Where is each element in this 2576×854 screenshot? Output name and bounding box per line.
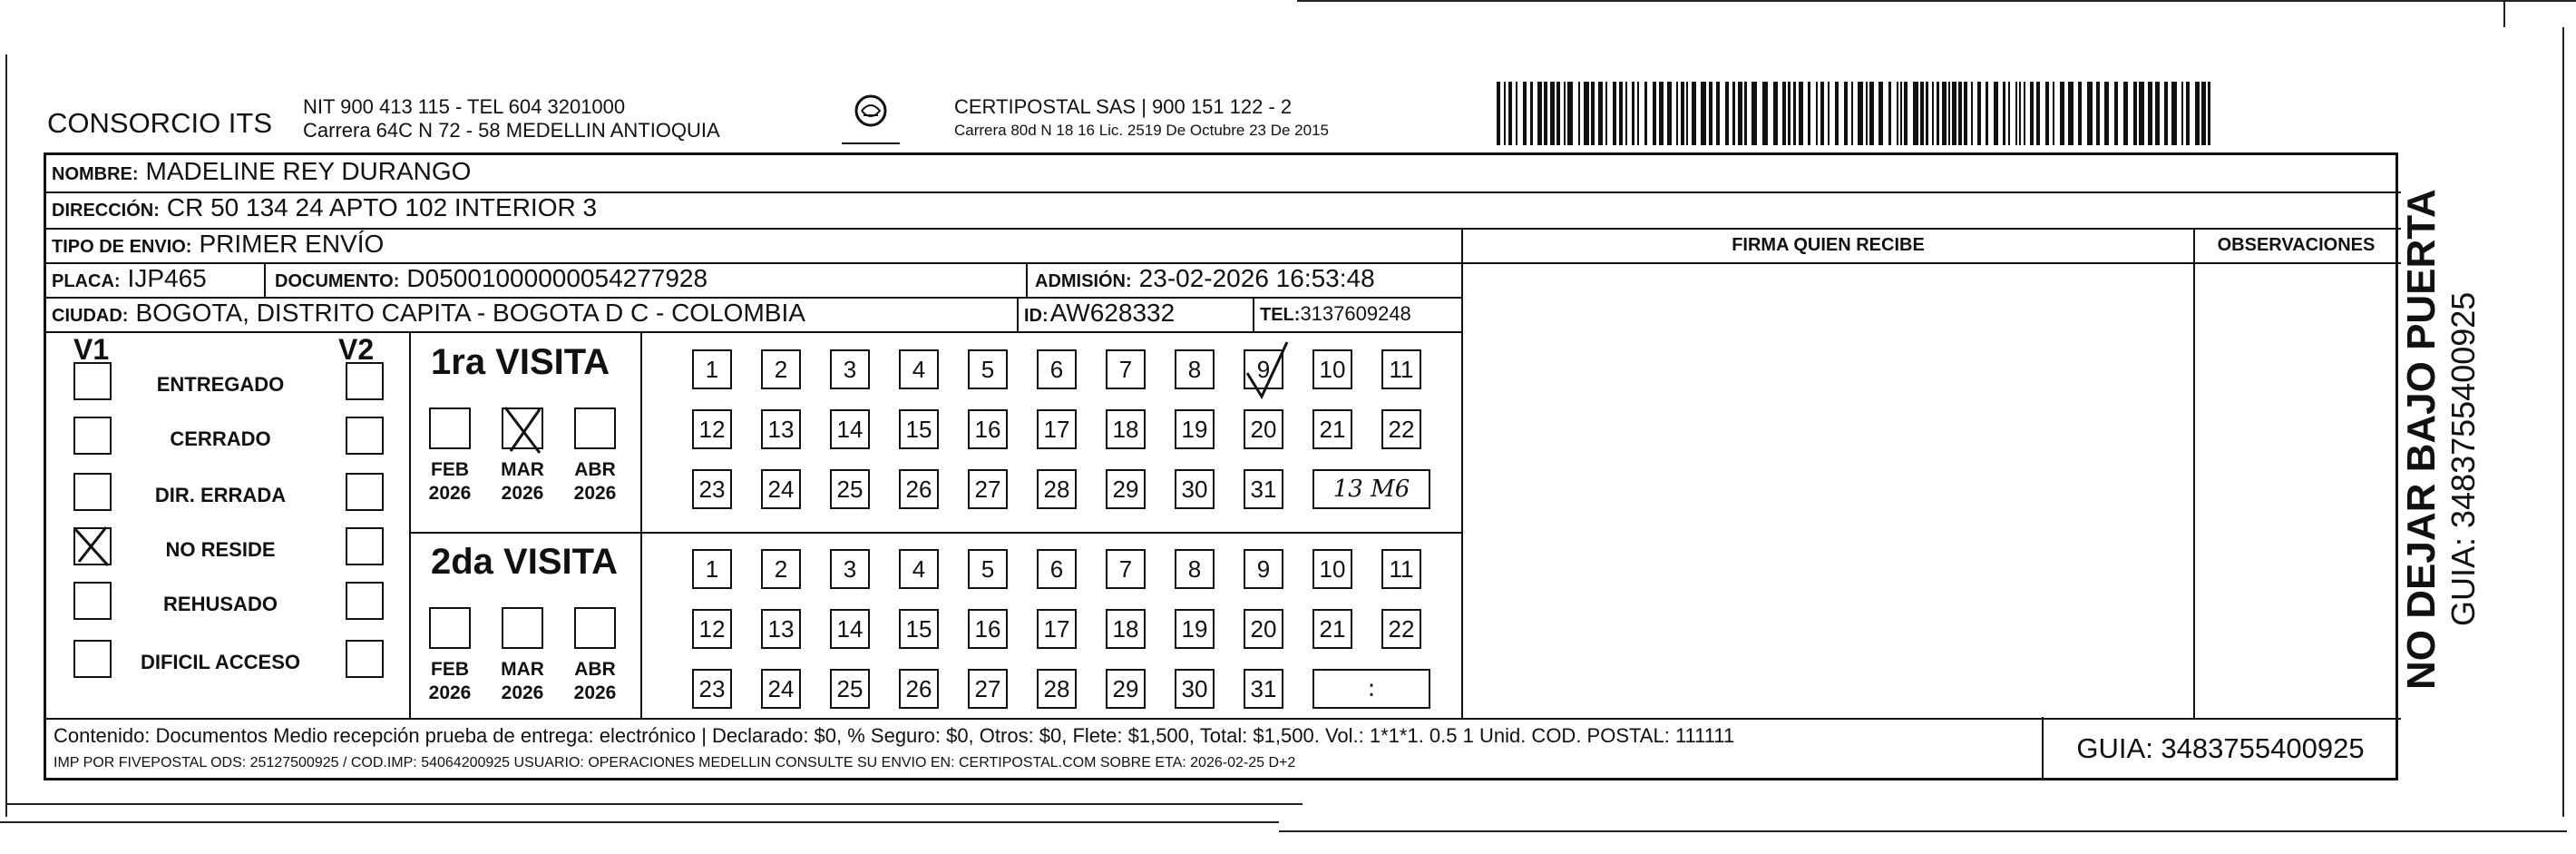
- v1-header: V1: [73, 333, 110, 366]
- v2-checkbox-no-reside[interactable]: [346, 527, 384, 565]
- day-box-15-visit-2[interactable]: 15: [899, 609, 939, 649]
- guia-number: GUIA: 3483755400925: [2042, 717, 2397, 780]
- rule-id-left: [1017, 297, 1019, 331]
- day-box-16-visit-1[interactable]: 16: [968, 409, 1008, 449]
- day-box-3-visit-2[interactable]: 3: [830, 549, 870, 589]
- day-box-28-visit-2[interactable]: 28: [1037, 669, 1077, 709]
- day-box-23-visit-1[interactable]: 23: [692, 469, 732, 509]
- documento-field: [275, 264, 707, 293]
- rule-months-right: [640, 331, 642, 718]
- day-box-8-visit-2[interactable]: 8: [1175, 549, 1215, 589]
- v1-checkbox-no-reside[interactable]: [73, 527, 112, 565]
- month-year: 2026: [428, 483, 472, 504]
- visit-time-box-1[interactable]: 13 M6: [1312, 469, 1430, 509]
- day-box-11-visit-1[interactable]: 11: [1381, 349, 1421, 389]
- v1-checkbox-cerrado[interactable]: [73, 417, 112, 455]
- day-box-1-visit-2[interactable]: 1: [692, 549, 732, 589]
- day-box-14-visit-2[interactable]: 14: [830, 609, 870, 649]
- day-box-1-visit-1[interactable]: 1: [692, 349, 732, 389]
- rule-placa-right: [264, 262, 266, 297]
- nombre-value: MADELINE REY DURANGO: [145, 157, 472, 185]
- admision-value: 23-02-2026 16:53:48: [1138, 264, 1375, 292]
- day-box-26-visit-1[interactable]: 26: [899, 469, 939, 509]
- tipo-envio-field: [52, 230, 384, 259]
- day-box-4-visit-1[interactable]: 4: [899, 349, 939, 389]
- v2-checkbox-dir-errada[interactable]: [346, 473, 384, 511]
- delivery-form: [44, 152, 2398, 780]
- day-box-8-visit-1[interactable]: 8: [1175, 349, 1215, 389]
- month-checkbox-abr-visit-2[interactable]: [574, 607, 616, 649]
- footer-details: [54, 722, 1734, 777]
- company-address-line: Carrera 64C N 72 - 58 MEDELLIN ANTIOQUIA: [303, 119, 720, 142]
- direccion-value: CR 50 134 24 APTO 102 INTERIOR 3: [166, 193, 598, 221]
- rule-firma-left: [1461, 228, 1463, 718]
- certipostal-logo: [834, 87, 907, 151]
- documento-value: D05001000000054277928: [406, 264, 708, 292]
- day-box-30-visit-2[interactable]: 30: [1175, 669, 1215, 709]
- scan-edge-left: [5, 54, 7, 817]
- day-box-29-visit-1[interactable]: 29: [1106, 469, 1146, 509]
- no-dejar-bajo-puerta-text: NO DEJAR BAJO PUERTA: [2399, 189, 2444, 690]
- admision-label: ADMISIÓN:: [1035, 271, 1132, 291]
- nombre-field: [52, 157, 471, 186]
- month-checkbox-mar-visit-1[interactable]: [502, 407, 543, 449]
- day-box-31-visit-1[interactable]: 31: [1244, 469, 1283, 509]
- rule-visit-divider: [409, 532, 1463, 534]
- day-box-10-visit-2[interactable]: 10: [1312, 549, 1352, 589]
- tipo-envio-label: TIPO DE ENVIO:: [52, 237, 192, 257]
- checkmark-icon: [72, 522, 110, 569]
- visit-title-2: 2da VISITA: [431, 542, 618, 582]
- status-option-dir-errada: DIR. ERRADA: [154, 484, 287, 506]
- id-field: [1024, 299, 1175, 328]
- v1-checkbox-rehusado[interactable]: [73, 582, 112, 620]
- v2-checkbox-rehusado[interactable]: [346, 582, 384, 620]
- nombre-label: NOMBRE:: [52, 164, 139, 184]
- documento-label: DOCUMENTO:: [275, 271, 400, 291]
- day-box-25-visit-1[interactable]: 25: [830, 469, 870, 509]
- month-name: MAR: [501, 459, 544, 480]
- ciudad-value: BOGOTA, DISTRITO CAPITA - BOGOTA D C - COLOMBIA: [135, 299, 805, 327]
- day-box-20-visit-2[interactable]: 20: [1244, 609, 1283, 649]
- month-checkbox-feb-visit-2[interactable]: [429, 607, 471, 649]
- day-box-26-visit-2[interactable]: 26: [899, 669, 939, 709]
- day-box-28-visit-1[interactable]: 28: [1037, 469, 1077, 509]
- day-box-31-visit-2[interactable]: 31: [1244, 669, 1283, 709]
- v2-header: V2: [338, 333, 375, 366]
- checkmark-icon: [500, 404, 545, 458]
- day-box-12-visit-2[interactable]: 12: [692, 609, 732, 649]
- day-box-12-visit-1[interactable]: 12: [692, 409, 732, 449]
- company-nit-line: NIT 900 413 115 - TEL 604 3201000: [303, 95, 626, 118]
- month-year: 2026: [428, 682, 472, 703]
- v2-checkbox-entregado[interactable]: [346, 362, 384, 400]
- month-name: MAR: [501, 659, 544, 680]
- scan-edge-bottom-left: [5, 803, 1303, 805]
- scan-edge-top-right: [2503, 0, 2505, 27]
- id-value: AW628332: [1049, 299, 1176, 327]
- month-checkbox-feb-visit-1[interactable]: [429, 407, 471, 449]
- day-box-9-visit-1[interactable]: 9: [1244, 349, 1283, 389]
- carrier-info: [954, 95, 1329, 142]
- placa-label: PLACA:: [52, 271, 121, 291]
- day-box-13-visit-1[interactable]: 13: [761, 409, 801, 449]
- month-label-feb-visit-2: [422, 658, 478, 705]
- day-box-30-visit-1[interactable]: 30: [1175, 469, 1215, 509]
- day-box-21-visit-2[interactable]: 21: [1312, 609, 1352, 649]
- barcode: [1497, 82, 2218, 145]
- day-box-6-visit-2[interactable]: 6: [1037, 549, 1077, 589]
- month-label-abr-visit-2: [567, 658, 623, 705]
- month-checkbox-mar-visit-2[interactable]: [502, 607, 543, 649]
- day-box-22-visit-1[interactable]: 22: [1381, 409, 1421, 449]
- day-box-19-visit-1[interactable]: 19: [1175, 409, 1215, 449]
- company-info: [303, 95, 720, 142]
- month-checkbox-abr-visit-1[interactable]: [574, 407, 616, 449]
- admision-field: [1035, 264, 1375, 293]
- month-year: 2026: [501, 483, 544, 504]
- month-year: 2026: [573, 483, 617, 504]
- day-box-3-visit-1[interactable]: 3: [830, 349, 870, 389]
- scan-edge-top: [1297, 0, 2576, 2]
- month-label-mar-visit-1: [494, 458, 551, 506]
- month-name: ABR: [574, 659, 616, 680]
- direccion-field: [52, 193, 597, 222]
- direccion-label: DIRECCIÓN:: [52, 201, 160, 221]
- day-box-24-visit-1[interactable]: 24: [761, 469, 801, 509]
- footer-print-line: IMP POR FIVEPOSTAL ODS: 25127500925 / COD.IMP: 54064200925 USUARIO: OPERACIONES MEDELLIN CONSULTE SU ENVIO EN: CERTIPOSTAL.COM SOBRE ETA: 2026-02-25 D+2: [54, 755, 1296, 771]
- placa-value: IJP465: [127, 264, 207, 292]
- day-box-16-visit-2[interactable]: 16: [968, 609, 1008, 649]
- day-box-4-visit-2[interactable]: 4: [899, 549, 939, 589]
- visit-title-1: 1ra VISITA: [431, 342, 610, 382]
- rule-status-right: [409, 331, 411, 718]
- ciudad-field: [52, 299, 805, 328]
- day-box-15-visit-1[interactable]: 15: [899, 409, 939, 449]
- v1-checkbox-dir-errada[interactable]: [73, 473, 112, 511]
- status-option-no-reside: NO RESIDE: [165, 538, 276, 561]
- visit-time-box-2[interactable]: :: [1312, 669, 1430, 709]
- day-box-17-visit-2[interactable]: 17: [1037, 609, 1077, 649]
- v2-checkbox-dificil-acceso[interactable]: [346, 640, 384, 678]
- observaciones-header: OBSERVACIONES: [2217, 235, 2376, 255]
- day-box-27-visit-2[interactable]: 27: [968, 669, 1008, 709]
- tel-field: [1260, 302, 1411, 326]
- id-label: ID:: [1024, 306, 1049, 326]
- rule-obs-left: [2193, 228, 2195, 718]
- tel-label: TEL:: [1260, 305, 1301, 325]
- rule-2: [46, 228, 2401, 230]
- day-box-23-visit-2[interactable]: 23: [692, 669, 732, 709]
- carrier-address-line: Carrera 80d N 18 16 Lic. 2519 De Octubre 23 De 2015: [954, 122, 1329, 139]
- day-box-9-visit-2[interactable]: 9: [1244, 549, 1283, 589]
- status-option-dificil-acceso: DIFICIL ACCESO: [140, 651, 300, 673]
- day-box-11-visit-2[interactable]: 11: [1381, 549, 1421, 589]
- tipo-envio-value: PRIMER ENVÍO: [199, 230, 385, 258]
- v1-checkbox-entregado[interactable]: [73, 362, 112, 400]
- rule-5: [46, 331, 1463, 333]
- day-box-17-visit-1[interactable]: 17: [1037, 409, 1077, 449]
- month-year: 2026: [501, 682, 544, 703]
- scan-edge-bottom-right: [1279, 830, 2567, 832]
- month-year: 2026: [573, 682, 617, 703]
- rule-doc-right: [1026, 262, 1028, 297]
- ciudad-label: CIUDAD:: [52, 306, 129, 326]
- month-name: FEB: [431, 659, 469, 680]
- day-box-25-visit-2[interactable]: 25: [830, 669, 870, 709]
- month-label-mar-visit-2: [494, 658, 551, 705]
- day-box-7-visit-2[interactable]: 7: [1106, 549, 1146, 589]
- firma-header: FIRMA QUIEN RECIBE: [1732, 235, 1925, 255]
- scan-edge-bottom: [0, 821, 1279, 823]
- status-option-entregado: ENTREGADO: [156, 373, 285, 396]
- day-box-2-visit-2[interactable]: 2: [761, 549, 801, 589]
- carrier-nit-line: CERTIPOSTAL SAS | 900 151 122 - 2: [954, 95, 1293, 118]
- month-label-feb-visit-1: [422, 458, 478, 506]
- day-box-5-visit-1[interactable]: 5: [968, 349, 1008, 389]
- status-option-rehusado: REHUSADO: [163, 593, 278, 615]
- day-box-22-visit-2[interactable]: 22: [1381, 609, 1421, 649]
- day-box-18-visit-2[interactable]: 18: [1106, 609, 1146, 649]
- day-box-13-visit-2[interactable]: 13: [761, 609, 801, 649]
- day-box-6-visit-1[interactable]: 6: [1037, 349, 1077, 389]
- day-box-24-visit-2[interactable]: 24: [761, 669, 801, 709]
- day-box-2-visit-1[interactable]: 2: [761, 349, 801, 389]
- month-name: ABR: [574, 459, 616, 480]
- day-box-14-visit-1[interactable]: 14: [830, 409, 870, 449]
- status-option-cerrado: CERRADO: [170, 427, 271, 450]
- footer-content-line: Contenido: Documentos Medio recepción prueba de entrega: electrónico | Declarado: $0, % Seguro: $0, Otros: $0, Flete: $1,500, Total: $1,500. Vol.: 1*1*1. 0.5 1 Unid. COD. POSTAL: 111111: [54, 724, 1735, 747]
- day-box-18-visit-1[interactable]: 18: [1106, 409, 1146, 449]
- day-box-21-visit-1[interactable]: 21: [1312, 409, 1352, 449]
- v2-checkbox-cerrado[interactable]: [346, 417, 384, 455]
- company-name: CONSORCIO ITS: [47, 107, 273, 139]
- day-box-20-visit-1[interactable]: 20: [1244, 409, 1283, 449]
- day-box-29-visit-2[interactable]: 29: [1106, 669, 1146, 709]
- day-box-27-visit-1[interactable]: 27: [968, 469, 1008, 509]
- side-guia-number: GUIA: 3483755400925: [2444, 291, 2482, 626]
- month-name: FEB: [431, 459, 469, 480]
- v1-checkbox-dificil-acceso[interactable]: [73, 640, 112, 678]
- tel-value: 3137609248: [1300, 302, 1411, 325]
- day-box-5-visit-2[interactable]: 5: [968, 549, 1008, 589]
- scan-edge-right: [2562, 27, 2564, 817]
- placa-field: [52, 264, 207, 293]
- day-box-19-visit-2[interactable]: 19: [1175, 609, 1215, 649]
- rule-tel-left: [1253, 297, 1254, 331]
- day-box-10-visit-1[interactable]: 10: [1312, 349, 1352, 389]
- day-box-7-visit-1[interactable]: 7: [1106, 349, 1146, 389]
- month-label-abr-visit-1: [567, 458, 623, 506]
